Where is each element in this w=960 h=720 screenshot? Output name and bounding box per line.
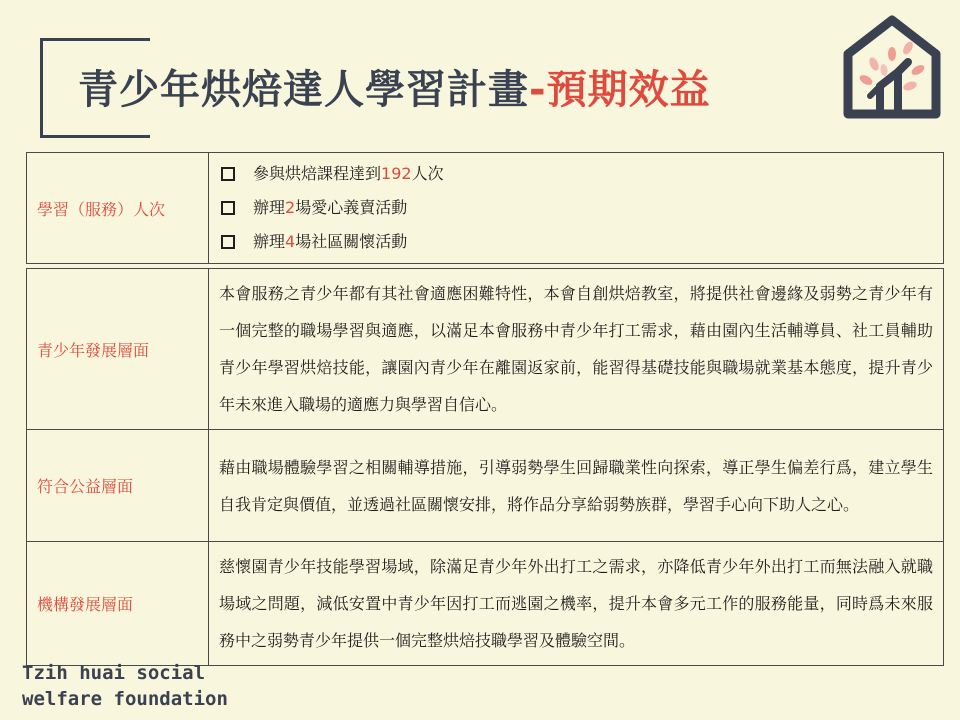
foundation-name xyxy=(22,660,228,712)
benefit-text: 慈懷園青少年技能學習場域，除滿足青少年外出打工之需求，亦降低青少年外出打工而無法融入就職場域之問題，減低安置中青少年因打工而逃園之機率，提升本會多元工作的服務能量，同時爲未來服務中之弱勢青少年提供一個完整烘焙技職學習及體驗空間。 xyxy=(209,542,944,666)
checkbox-icon xyxy=(221,235,235,249)
page-title-accent: -預期效益 xyxy=(529,67,711,113)
learning-item-number: 192 xyxy=(381,164,412,183)
learning-items-list xyxy=(219,157,933,259)
learning-item-text: 場愛心義賣活動 xyxy=(295,198,408,217)
learning-label: 學習（服務）人次 xyxy=(27,153,209,264)
benefit-row xyxy=(27,542,944,666)
benefit-row xyxy=(27,430,944,542)
learning-item-number: 2 xyxy=(285,198,296,217)
page-title-main: 青少年烘焙達人學習計畫 xyxy=(78,67,529,113)
learning-items-cell xyxy=(209,153,944,264)
learning-item-number: 4 xyxy=(285,232,296,251)
benefit-label: 符合公益層面 xyxy=(27,430,209,542)
benefits-table xyxy=(26,268,944,666)
foundation-name-line1: Tzih huai social xyxy=(22,662,206,684)
page-title xyxy=(78,58,711,115)
learning-item xyxy=(219,191,933,225)
learning-item-text: 場社區關懷活動 xyxy=(295,232,408,251)
benefit-label: 青少年發展層面 xyxy=(27,269,209,430)
learning-item xyxy=(219,157,933,191)
learning-item-text: 辦理 xyxy=(253,232,286,251)
learning-item xyxy=(219,225,933,259)
learning-item-text: 人次 xyxy=(411,164,444,183)
learning-item-text: 參與烘焙課程達到 xyxy=(253,164,382,183)
checkbox-icon xyxy=(221,167,235,181)
learning-row xyxy=(27,153,944,264)
house-tree-logo-icon xyxy=(836,14,948,122)
benefit-row xyxy=(27,269,944,430)
foundation-name-line2: welfare foundation xyxy=(22,688,228,710)
benefit-label: 機構發展層面 xyxy=(27,542,209,666)
benefit-text: 藉由職場體驗學習之相關輔導措施，引導弱勢學生回歸職業性向探索，導正學生偏差行爲，建立學生自我肯定與價值，並透過社區關懷安排，將作品分享給弱勢族群，學習手心向下助人之心。 xyxy=(209,430,944,542)
learning-table xyxy=(26,152,944,264)
benefit-text: 本會服務之青少年都有其社會適應困難特性，本會自創烘焙教室，將提供社會邊緣及弱勢之青少年有一個完整的職場學習與適應，以滿足本會服務中青少年打工需求，藉由園內生活輔導員、社工員輔助青少年學習烘焙技能，讓園內青少年在離園返家前，能習得基礎技能與職場就業基本態度，提升青少年未來進入職場的適應力與學習自信心。 xyxy=(209,269,944,430)
checkbox-icon xyxy=(221,201,235,215)
learning-item-text: 辦理 xyxy=(253,198,286,217)
